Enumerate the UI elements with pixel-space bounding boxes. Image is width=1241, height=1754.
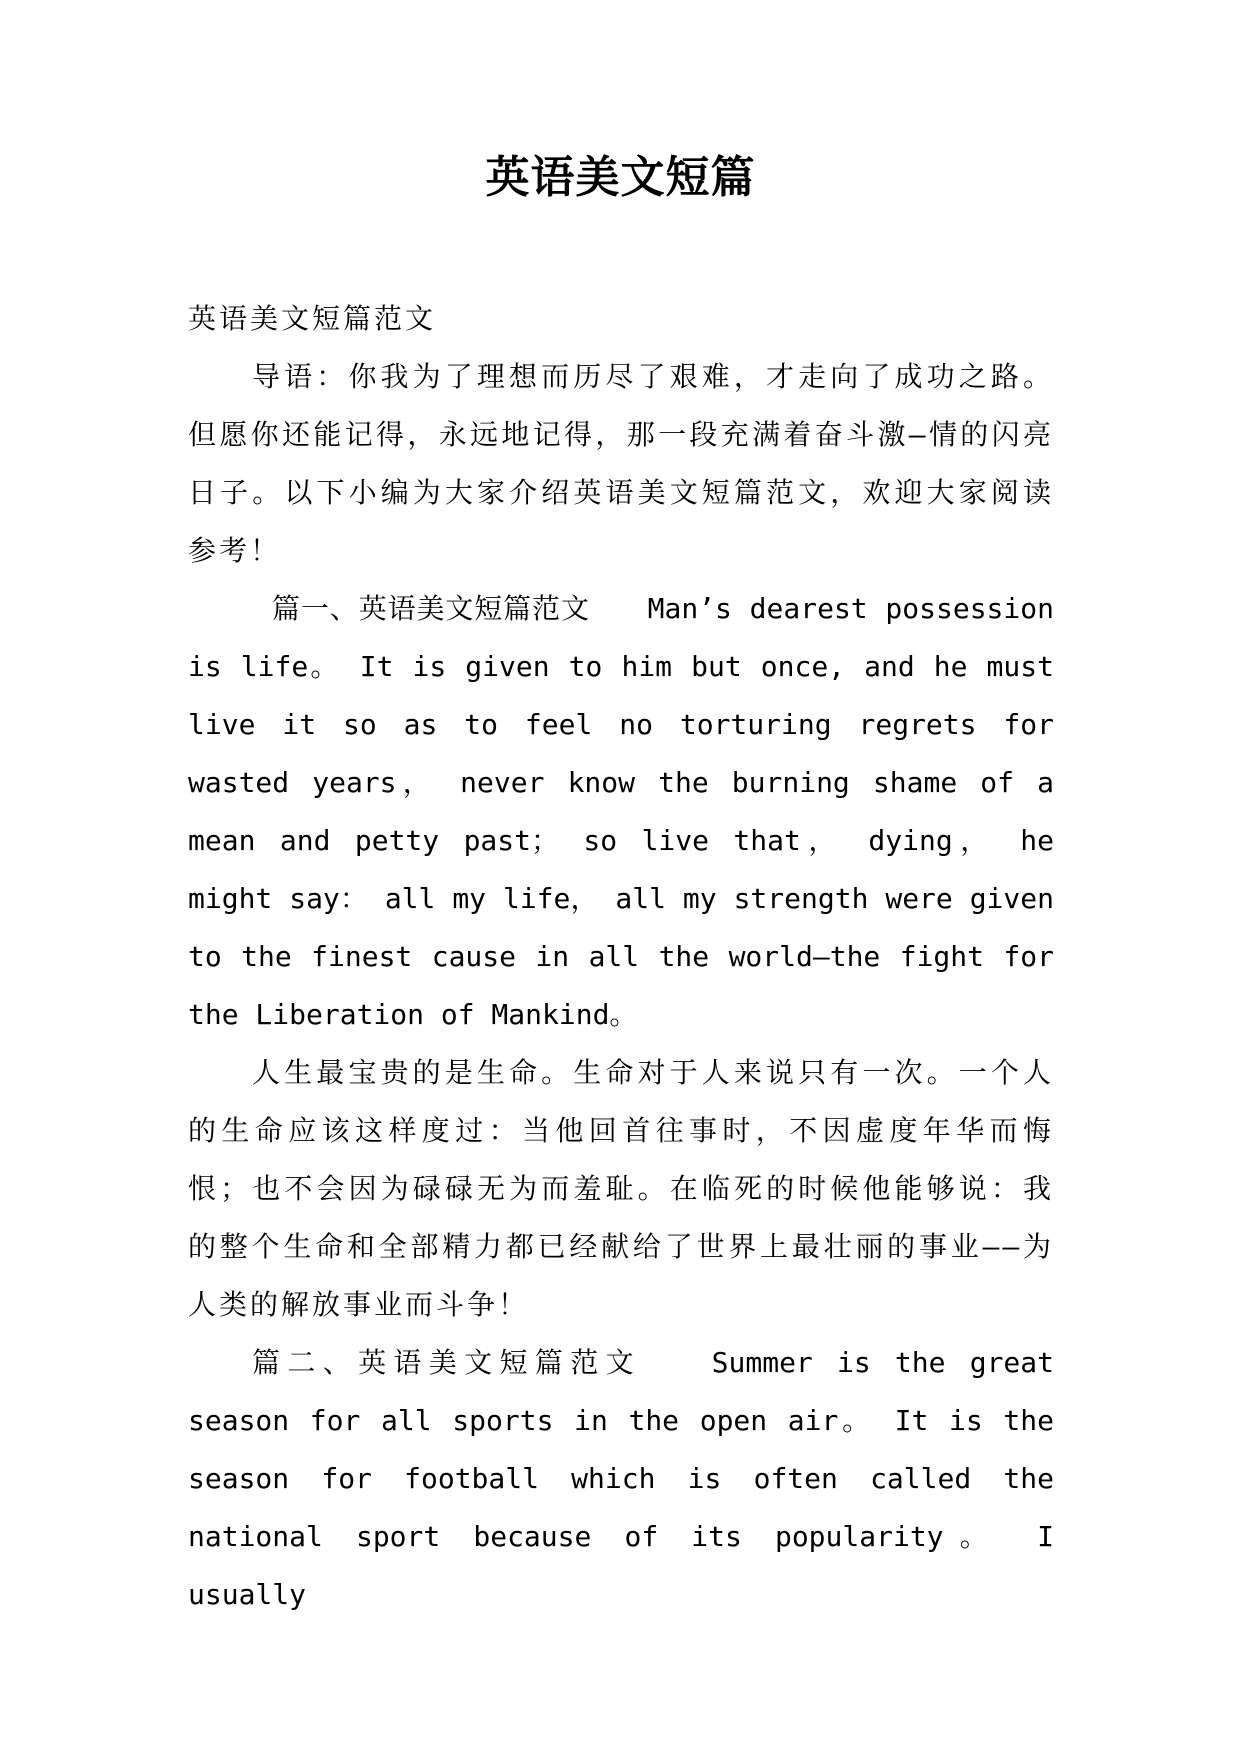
document-body	[188, 290, 1054, 1624]
paragraph-translation: 人生最宝贵的是生命。生命对于人来说只有一次。一个人的生命应该这样度过：当他回首往事时，不因虚度年华而悔恨；也不会因为碌碌无为而羞耻。在临死的时候他能够说：我的整个生命和全部精力都已经献给了世界上最壮丽的事业——为人类的解放事业而斗争！	[188, 1056, 1054, 1321]
paragraph-essay-one: 篇一、英语美文短篇范文 Man’s dearest possession is life。 It is given to him but once, and he must live it so as to feel no torturing regrets for wasted years， never know the burning shame of a mean and petty past； so live that， dying， he might say： all my life， all my strength were given to the finest cause in all the world—the fight for the Liberation of Mankind。	[188, 592, 1054, 1031]
paragraph-intro: 导语：你我为了理想而历尽了艰难，才走向了成功之路。但愿你还能记得，永远地记得，那一段充满着奋斗激—情的闪亮日子。以下小编为大家介绍英语美文短篇范文，欢迎大家阅读参考！	[188, 360, 1054, 567]
document-subtitle: 英语美文短篇范文	[188, 302, 437, 335]
paragraph-essay-two: 篇二、英语美文短篇范文 Summer is the great season for all sports in the open air。 It is the season for football which is often called the national sport because of its popularity。 I usually	[188, 1346, 1054, 1611]
document-title: 英语美文短篇	[485, 152, 756, 203]
